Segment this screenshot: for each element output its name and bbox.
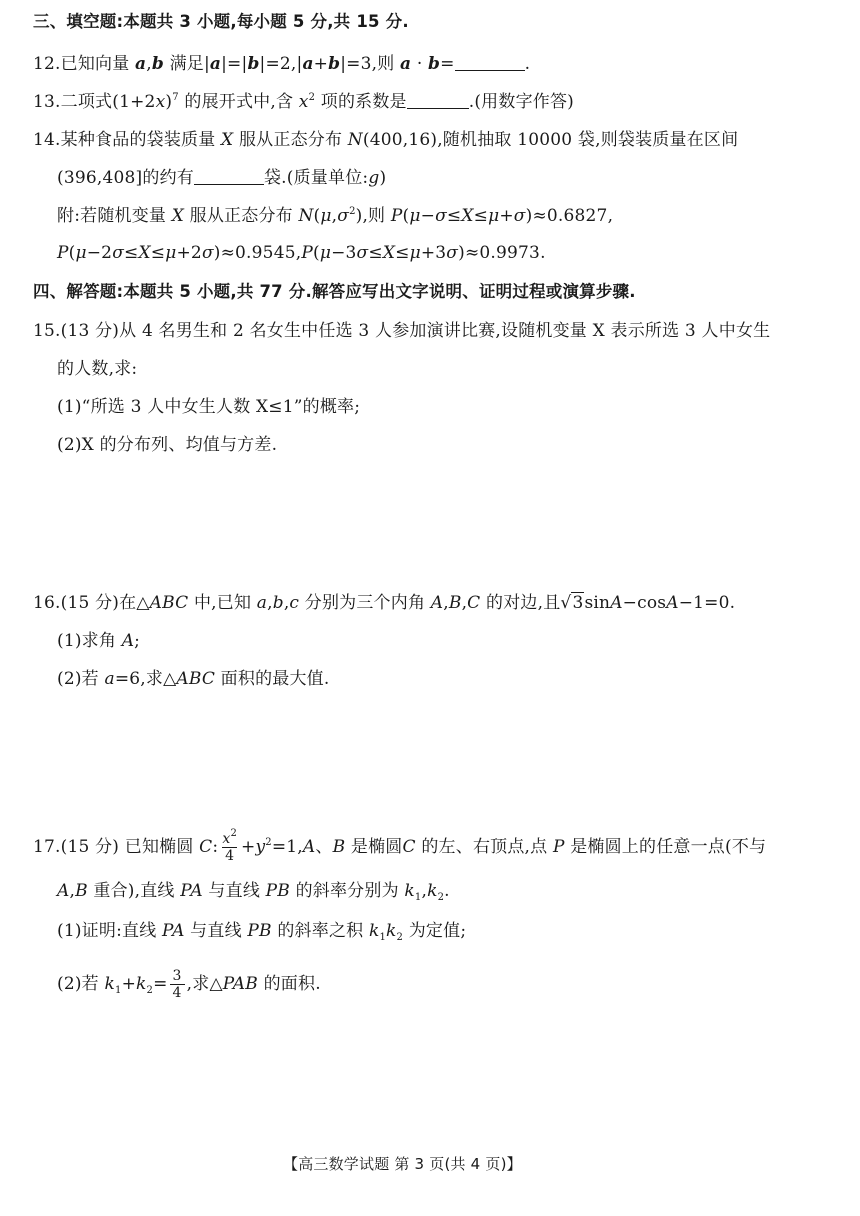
question-17-part-2: (2)若 $k_1+k_2=$ $\frac{3}{4}$ ,求△PAB 的面积. <box>57 968 321 1001</box>
section-3-heading: 三、填空题:本题共 3 小题,每小题 5 分,共 15 分. <box>33 12 409 31</box>
question-16-points: (15 分) <box>60 593 120 613</box>
page-footer: 【高三数学试题 第 3 页(共 4 页)】 <box>283 1155 522 1173</box>
question-16-number: 16. <box>33 593 61 613</box>
question-14-number: 14. <box>33 130 61 150</box>
question-16-part-2: (2)若 a=6,求△ABC 面积的最大值. <box>57 669 330 689</box>
question-15-line-2: 的人数,求: <box>57 359 138 379</box>
question-17-line-2: A,B 重合),直线 PA 与直线 PB 的斜率分别为 $k_1,k_2$. <box>57 881 450 903</box>
question-13-number: 13. <box>33 92 61 112</box>
question-14-note-line-1: 附:若随机变量 X 服从正态分布 $N(\mu,\sigma^2)$,则 P(μ−σ≤X≤μ+σ)≈0.6827, <box>57 206 614 226</box>
answer-blank <box>194 169 264 185</box>
question-15-part-2: (2)X 的分布列、均值与方差. <box>57 435 278 455</box>
question-17-points: (15 分) <box>60 837 120 857</box>
question-14-line-2: (396,408]的约有 袋.(质量单位:g) <box>57 168 387 188</box>
question-15-part-1: (1)“所选 3 人中女生人数 X≤1”的概率; <box>57 397 361 417</box>
question-17-number: 17. <box>33 837 61 857</box>
fraction-x2-over-4: $\frac{x^2}{4}$ <box>222 828 237 864</box>
question-17-part-1: (1)证明:直线 PA 与直线 PB 的斜率之积 $k_1k_2$ 为定值; <box>57 921 467 943</box>
question-14-note-line-2: P(μ−2σ≤X≤μ+2σ)≈0.9545,P(μ−3σ≤X≤μ+3σ)≈0.9973. <box>57 243 546 263</box>
section-4-heading: 四、解答题:本题共 5 小题,共 77 分.解答应写出文字说明、证明过程或演算步骤. <box>33 282 636 301</box>
answer-blank <box>407 93 469 109</box>
question-15-line-1: 15.(13 分)从 4 名男生和 2 名女生中任选 3 人参加演讲比赛,设随机变量 X 表示所选 3 人中女生 <box>33 321 771 341</box>
question-12: 12.已知向量 a,b 满足|a|=|b|=2,|a+b|=3,则 a · b= . <box>33 54 531 74</box>
question-12-number: 12. <box>33 54 61 74</box>
answer-blank <box>455 55 525 71</box>
question-16-line-1: 16.(15 分)在△ABC 中,已知 a,b,c 分别为三个内角 A,B,C 的对边,且√3sinA−cosA−1=0. <box>33 593 736 613</box>
question-14-line-1: 14.某种食品的袋装质量 X 服从正态分布 N(400,16),随机抽取 10000 袋,则袋装质量在区间 <box>33 130 739 150</box>
question-17-line-1: 17.(15 分) 已知椭圆 C: $\frac{x^2}{4}$ $+y^2=1,A$、B 是椭圆C 的左、右顶点,点 P 是椭圆上的任意一点(不与 <box>33 828 767 864</box>
question-13: 13.二项式$(1+2x)^7$ 的展开式中,含 $x^2$ 项的系数是 .(用数字作答) <box>33 92 575 112</box>
fraction-3-over-4: $\frac{3}{4}$ <box>170 968 185 1001</box>
question-16-part-1: (1)求角 A; <box>57 631 141 651</box>
